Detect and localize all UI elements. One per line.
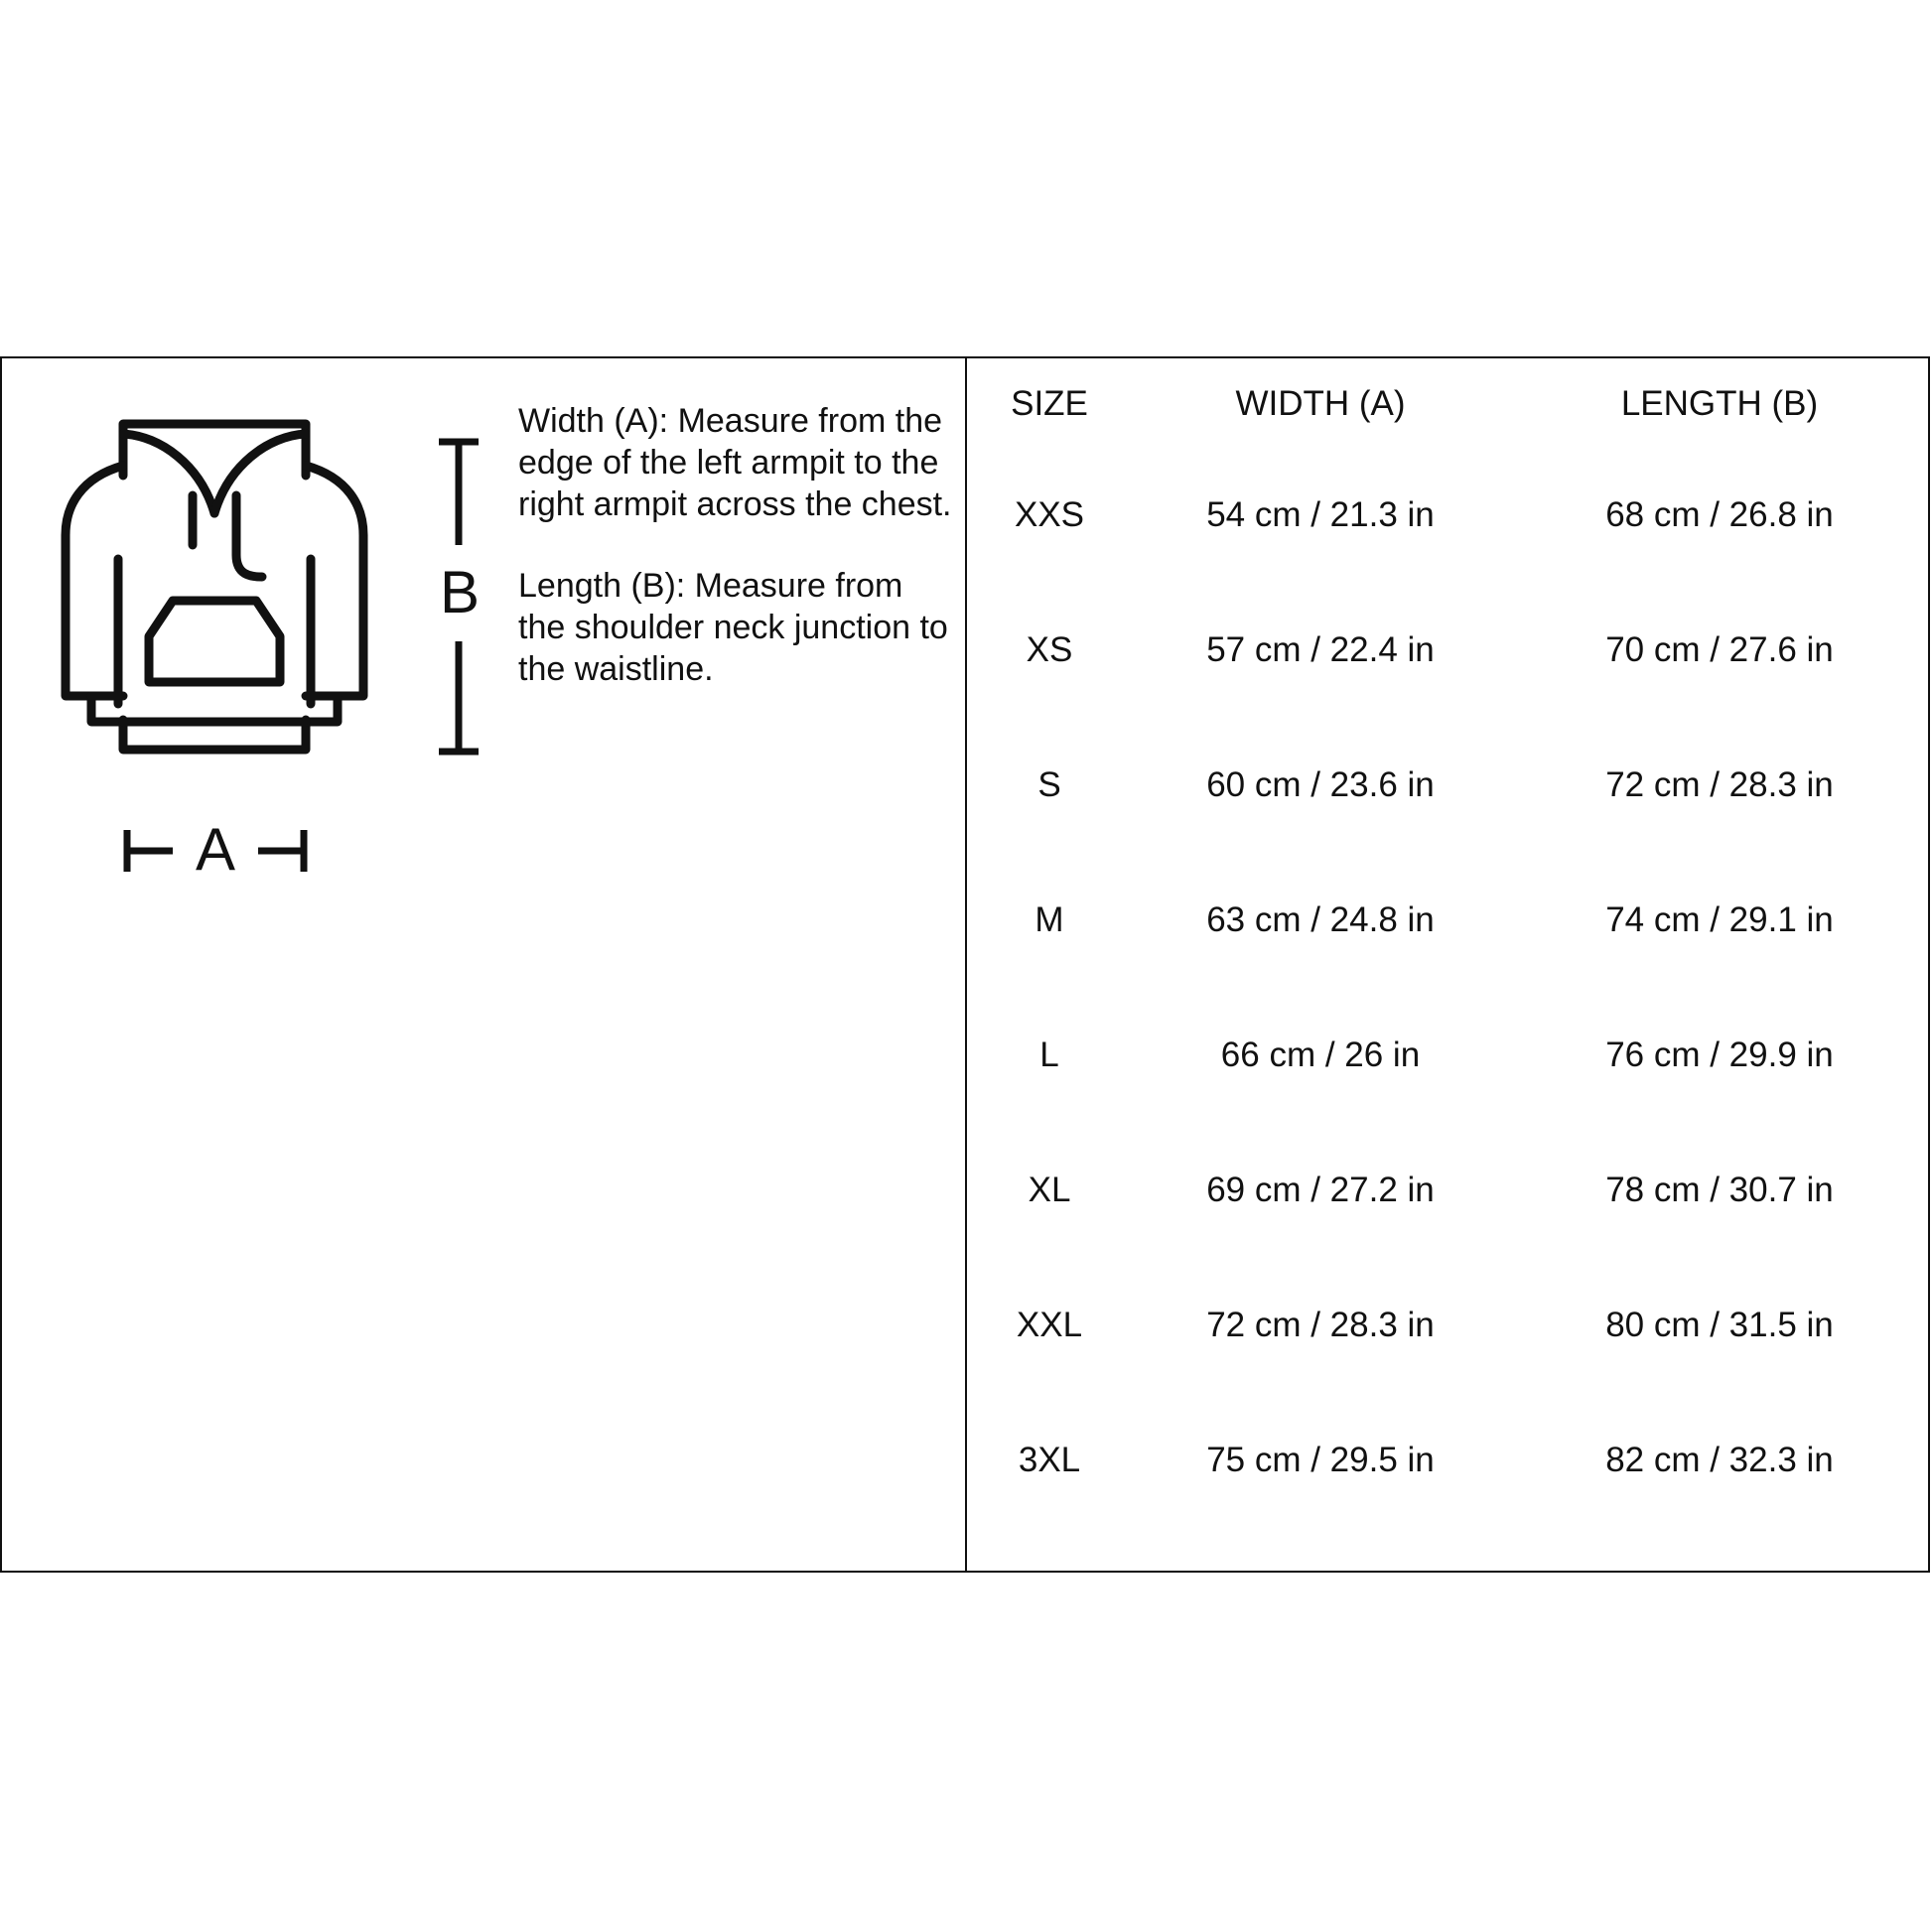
length-cell: 76 cm / 29.9 in — [1605, 1035, 1834, 1074]
length-instruction: Length (B): Measure from the shoulder neck junction to the waistline. — [518, 567, 948, 688]
width-cell: 69 cm / 27.2 in — [1206, 1171, 1435, 1209]
size-cell: XL — [1028, 1171, 1071, 1209]
header-length: LENGTH (B) — [1620, 384, 1819, 423]
width-a-marker — [121, 810, 310, 890]
size-table — [967, 358, 1930, 1528]
width-cell: 72 cm / 28.3 in — [1206, 1306, 1435, 1344]
width-cell: 57 cm / 22.4 in — [1206, 630, 1435, 669]
length-cell: 80 cm / 31.5 in — [1605, 1306, 1834, 1344]
width-instruction: Width (A): Measure from the edge of the left armpit to the right armpit across the chest. — [518, 402, 952, 523]
header-size: SIZE — [1011, 384, 1088, 423]
table-row — [967, 1393, 1930, 1528]
length-cell: 74 cm / 29.1 in — [1605, 900, 1834, 939]
length-cell: 72 cm / 28.3 in — [1605, 765, 1834, 804]
table-header-row — [967, 358, 1930, 448]
measurement-instructions — [518, 400, 955, 730]
size-cell: XS — [1026, 630, 1073, 669]
width-cell: 60 cm / 23.6 in — [1206, 765, 1435, 804]
size-cell: XXL — [1016, 1306, 1083, 1344]
hoodie-icon — [52, 406, 389, 773]
width-cell: 75 cm / 29.5 in — [1206, 1441, 1435, 1479]
length-b-marker — [429, 438, 488, 756]
size-cell: L — [1039, 1035, 1059, 1074]
size-cell: S — [1037, 765, 1061, 804]
header-width: WIDTH (A) — [1235, 384, 1406, 423]
width-cell: 54 cm / 21.3 in — [1206, 495, 1435, 534]
size-cell: 3XL — [1018, 1441, 1081, 1479]
length-b-letter: B — [439, 559, 481, 625]
width-a-letter: A — [195, 816, 236, 883]
length-cell: 70 cm / 27.6 in — [1605, 630, 1834, 669]
size-chart — [0, 356, 1930, 1573]
table-row — [967, 1123, 1930, 1258]
table-row — [967, 718, 1930, 853]
length-cell: 82 cm / 32.3 in — [1605, 1441, 1834, 1479]
width-cell: 66 cm / 26 in — [1220, 1035, 1421, 1074]
width-cell: 63 cm / 24.8 in — [1206, 900, 1435, 939]
table-row — [967, 448, 1930, 583]
size-cell: XXS — [1014, 495, 1085, 534]
table-row — [967, 1258, 1930, 1393]
table-row — [967, 988, 1930, 1123]
table-row — [967, 853, 1930, 988]
table-row — [967, 583, 1930, 718]
size-cell: M — [1035, 900, 1064, 939]
length-cell: 78 cm / 30.7 in — [1605, 1171, 1834, 1209]
length-cell: 68 cm / 26.8 in — [1605, 495, 1834, 534]
